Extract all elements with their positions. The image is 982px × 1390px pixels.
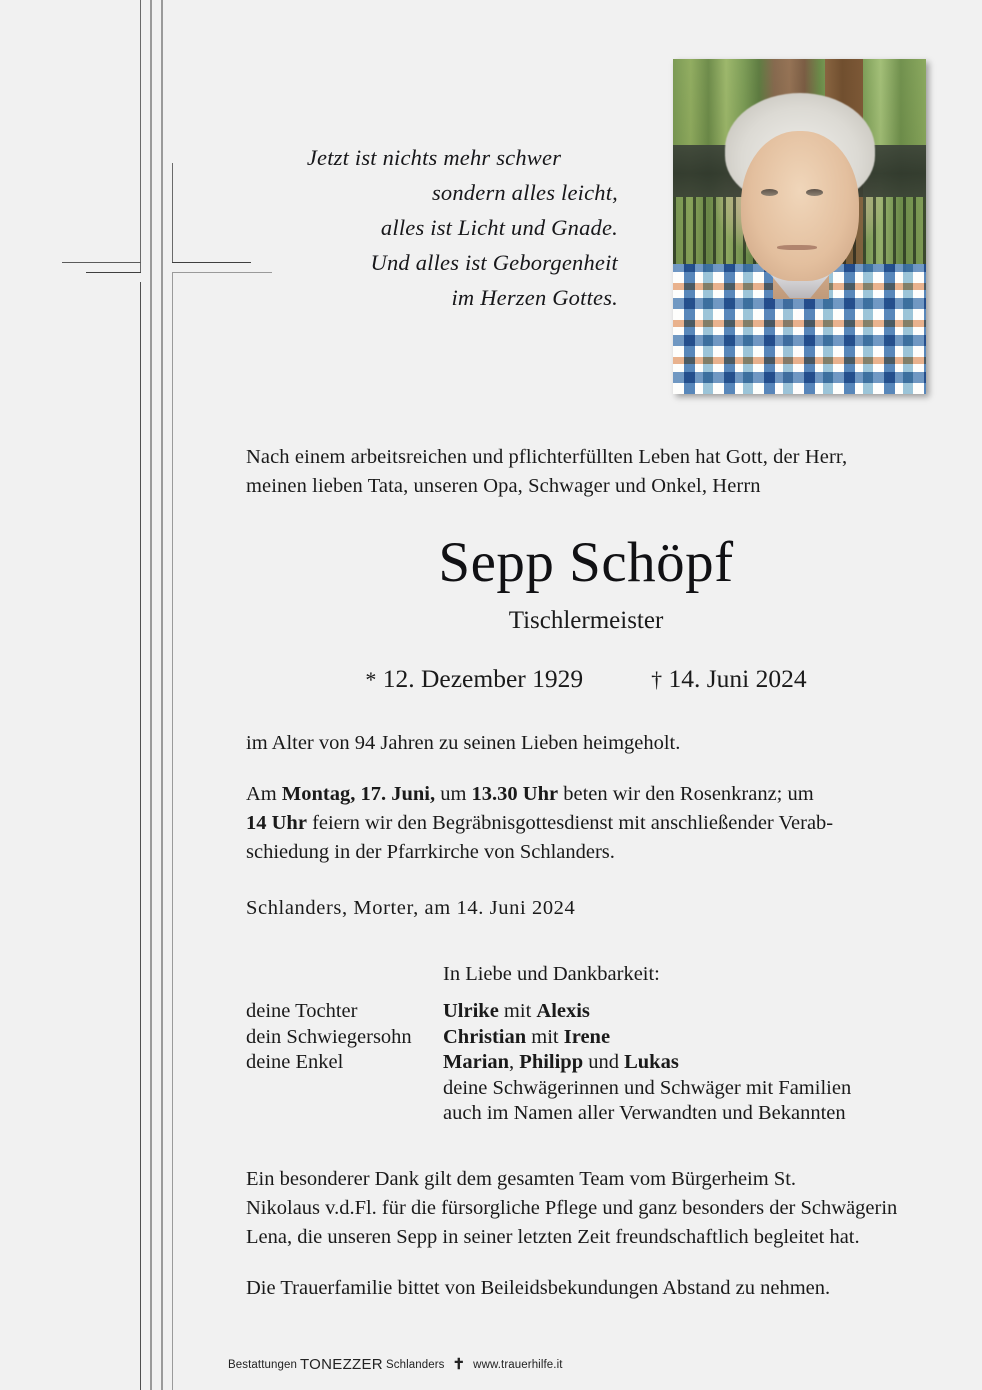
- family-heading: In Liebe und Dankbarkeit:: [443, 963, 660, 985]
- family-extra-line-1: deine Schwägerinnen und Schwäger mit Familien: [443, 1076, 852, 1099]
- death-date-group: [651, 663, 807, 696]
- place-and-date: Schlanders, Morter, am 14. Juni 2024: [246, 897, 576, 919]
- family-names: [443, 999, 590, 1025]
- portrait-photo: [673, 59, 926, 394]
- family-name-b: Philipp: [519, 1051, 584, 1073]
- cross-arm-left-lower: [86, 272, 141, 273]
- life-dates: [246, 663, 926, 696]
- family-names: [443, 1050, 679, 1076]
- footer-prefix: Bestattungen: [228, 1358, 297, 1371]
- family-relation: deine Enkel: [246, 1051, 344, 1073]
- footer-company: TONEZZER: [299, 1356, 383, 1373]
- family-name-c: Lukas: [624, 1051, 679, 1073]
- footer-url[interactable]: www.trauerhilfe.it: [473, 1358, 563, 1371]
- gratitude-line-3: Lena, die unseren Sepp in seiner letzten Zeit freundschaftlich begleitet hat.: [246, 1225, 860, 1248]
- family-name-a: Christian: [443, 1025, 527, 1048]
- family-connector: mit: [526, 1025, 564, 1048]
- family-relation: dein Schwiegersohn: [246, 1025, 412, 1048]
- service-text-b: um: [435, 783, 472, 805]
- poem-line-2: sondern alles leicht,: [431, 180, 618, 205]
- cross-dagger-icon: †: [651, 667, 663, 692]
- service-mass-time: 14 Uhr: [246, 812, 307, 834]
- service-line-3: schiedung in der Pfarrkirche von Schlanders.: [246, 841, 615, 863]
- cross-vertical-left-lower: [140, 282, 141, 1390]
- service-text-a: Am: [246, 783, 282, 805]
- memorial-poem: [250, 140, 618, 315]
- cross-arm-left-upper: [62, 262, 141, 263]
- photo-face: [741, 131, 859, 281]
- family-row: [246, 1050, 926, 1076]
- service-line-1: [246, 780, 926, 809]
- cross-vertical-right-upper: [172, 163, 173, 263]
- service-day: Montag, 17. Juni,: [281, 783, 436, 805]
- birth-star-icon: *: [365, 667, 377, 692]
- family-relation: deine Tochter: [246, 1000, 358, 1022]
- cross-vertical-left-upper: [140, 0, 141, 273]
- family-name-b: Irene: [563, 1025, 611, 1048]
- gratitude-line-2: Nikolaus v.d.Fl. für die fürsorgliche Pflege und ganz besonders der Schwägerin: [246, 1196, 898, 1219]
- main-text-column: [246, 443, 926, 1303]
- family-name-b: Alexis: [536, 1000, 590, 1022]
- poem-line-1: Jetzt ist nichts mehr schwer: [306, 145, 562, 170]
- service-text-c: beten wir den Rosenkranz; um: [558, 783, 814, 805]
- service-details: [246, 780, 926, 867]
- photo-eye-right: [806, 189, 823, 196]
- family-names: [443, 1025, 610, 1051]
- footer-credit: [228, 1356, 563, 1373]
- birth-date: 12. Dezember 1929: [382, 664, 584, 693]
- intro-line-2: meinen lieben Tata, unseren Opa, Schwager und Onkel, Herrn: [246, 475, 761, 497]
- service-text-d: feiern wir den Begräbnisgottesdienst mit anschließender Verab-: [306, 812, 834, 834]
- family-name-a: Ulrike: [443, 1000, 499, 1022]
- death-date: 14. Juni 2024: [668, 664, 807, 693]
- family-row: [246, 1025, 926, 1051]
- deceased-profession: Tischlermeister: [508, 607, 664, 634]
- family-connector: ,: [509, 1051, 520, 1073]
- service-rosary-time: 13.30 Uhr: [471, 783, 559, 805]
- gratitude-paragraph: [246, 1165, 926, 1252]
- family-row: [246, 999, 926, 1025]
- family-extra-line-2: auch im Namen aller Verwandten und Bekannten: [443, 1102, 846, 1124]
- poem-line-5: im Herzen Gottes.: [451, 285, 618, 310]
- family-connector-2: und: [583, 1051, 625, 1073]
- deceased-name: Sepp Schöpf: [438, 531, 734, 594]
- photo-mouth: [777, 245, 817, 250]
- birth-date-group: [365, 663, 583, 696]
- footer-location: Schlanders: [385, 1358, 445, 1371]
- intro-paragraph: [246, 443, 926, 501]
- vertical-rule-secondary: [161, 0, 163, 1390]
- photo-eye-left: [761, 189, 778, 196]
- portrait-photo-image: [673, 59, 926, 394]
- intro-line-1: Nach einem arbeitsreichen und pflichterfüllten Leben hat Gott, der Herr,: [246, 446, 848, 468]
- poem-line-3: alles ist Licht und Gnade.: [380, 215, 618, 240]
- cross-vertical-right-lower: [172, 272, 173, 1390]
- service-line-2: [246, 809, 926, 838]
- poem-line-4: Und alles ist Geborgenheit: [370, 250, 618, 275]
- cross-arm-right-upper: [172, 262, 251, 263]
- family-name-a: Marian: [443, 1051, 510, 1073]
- trauerhilfe-cross-icon: ✝: [452, 1356, 466, 1373]
- family-list: [246, 999, 926, 1127]
- condolence-request: Die Trauerfamilie bittet von Beileidsbekundungen Abstand zu nehmen.: [246, 1276, 831, 1299]
- age-line: im Alter von 94 Jahren zu seinen Lieben heimgeholt.: [246, 732, 681, 754]
- vertical-rule-primary: [150, 0, 152, 1390]
- gratitude-line-1: Ein besonderer Dank gilt dem gesamten Team vom Bürgerheim St.: [246, 1167, 797, 1190]
- family-connector: mit: [498, 1000, 537, 1022]
